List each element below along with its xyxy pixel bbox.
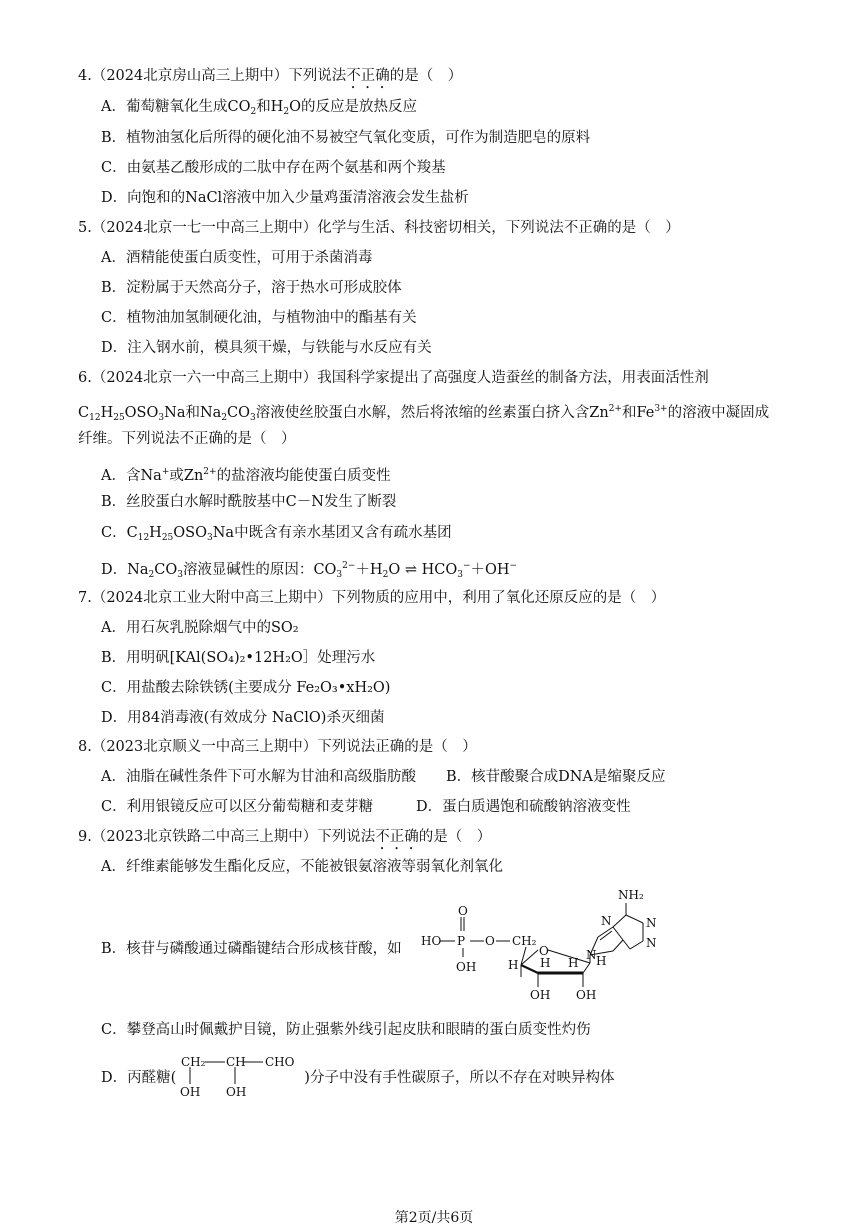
q6-option-b: B．丝胶蛋白水解时酰胺基中C－N发生了断裂 — [101, 494, 397, 510]
nucleotide-label-ch2: CH₂ — [512, 934, 537, 948]
nucleotide-label-h2: H — [540, 956, 551, 970]
q6-stem-line1: 6.（2024北京一六一中高三上期中）我国科学家提出了高强度人造蚕丝的制备方法，用表面活性剂 — [78, 370, 709, 386]
glyceraldehyde-label-oh1: OH — [180, 1085, 201, 1099]
nucleotide-label-n4: N — [586, 948, 597, 962]
nucleotide-label-oh2: OH — [576, 988, 597, 1002]
q6-option-d: D．$Na_2CO_3$溶液显碱性的原因：$CO_3^{2-}+H_2O$ ⇌ $HCO_3^-+OH^-$ — [101, 561, 518, 580]
page-footer: 第2页/共6页 — [394, 1210, 474, 1226]
q9-option-a: A．纤维素能够发生酯化反应，不能被银氨溶液等弱氧化剂氧化 — [101, 859, 503, 875]
q5-option-c: C．植物油加氢制硬化油，与植物油中的酯基有关 — [101, 310, 417, 326]
q7-option-b: B．用明矾[KAl(SO₄)₂•12H₂O］处理污水 — [101, 650, 376, 666]
nucleotide-label-n1: N — [601, 914, 612, 928]
q7-stem: 7.（2024北京工业大附中高三上期中）下列物质的应用中，利用了氧化还原反应的是（ ） — [78, 590, 666, 606]
q8-option-a: A．油脂在碱性条件下可水解为甘油和高级脂肪酸 — [101, 769, 416, 785]
q7-option-a: A．用石灰乳脱除烟气中的SO₂ — [101, 620, 299, 636]
q4-option-c: C．由氨基乙酸形成的二肽中存在两个氨基和两个羧基 — [101, 160, 446, 176]
q4-option-b: B．植物油氢化后所得的硬化油不易被空气氧化变质，可作为制造肥皂的原料 — [101, 130, 591, 146]
q7-option-c: C．用盐酸去除铁锈(主要成分 Fe₂O₃•xH₂O) — [101, 680, 391, 696]
glyceraldehyde-label-ch2: CH₂ — [181, 1055, 206, 1069]
nucleotide-label-ring-o: O — [539, 944, 549, 958]
nucleotide-structure — [418, 885, 678, 1003]
nucleotide-label-o-ester: O — [485, 934, 495, 948]
q8-option-b: B．核苷酸聚合成DNA是缩聚反应 — [446, 769, 666, 785]
q5-stem: 5.（2024北京一七一中高三上期中）化学与生活、科技密切相关，下列说法不正确的是（ ） — [78, 220, 680, 236]
q7-option-d: D．用84消毒液(有效成分 NaClO)杀灭细菌 — [101, 710, 385, 726]
nucleotide-label-n2: N — [646, 916, 657, 930]
glyceraldehyde-label-cho: CHO — [265, 1055, 295, 1069]
nucleotide-label-h1: H — [508, 958, 519, 972]
nucleotide-label-h3: H — [568, 956, 579, 970]
q8-option-c: C．利用银镜反应可以区分葡萄糖和麦芽糖 — [101, 799, 374, 815]
q4-option-d: D．向饱和的NaCl溶液中加入少量鸡蛋清溶液会发生盐析 — [101, 190, 469, 206]
q8-stem: 8.（2023北京顺义一中高三上期中）下列说法正确的是（ ） — [78, 739, 477, 755]
q5-option-b: B．淀粉属于天然高分子，溶于热水可形成胶体 — [101, 280, 402, 296]
q8-option-d: D．蛋白质遇饱和硫酸钠溶液变性 — [416, 799, 631, 815]
q9-option-d: D．丙醛糖( )分子中没有手性碳原子，所以不存在对映异构体 — [101, 1070, 615, 1086]
q6-option-a: A．含Na+或$Zn^{2+}$的盐溶液均能使蛋白质变性 — [101, 467, 391, 484]
q9-option-c: C．攀登高山时佩戴护目镜，防止强紫外线引起皮肤和眼睛的蛋白质变性灼伤 — [101, 1022, 591, 1038]
q4-stem: 4.（2024北京房山高三上期中）下列说法不正确的是（ ） — [78, 68, 463, 84]
glyceraldehyde-label-ch: CH — [226, 1055, 246, 1069]
q6-stem-line2: $C_{12}H_{25}OSO_3Na$和$Na_2CO_3$溶液使丝胶蛋白水解，然后将浓缩的丝素蛋白挤入含$Zn^{2+}$和$Fe^{3+}$的溶液中凝固成 — [78, 404, 770, 423]
q6-stem-line3: 纤维。下列说法不正确的是（ ） — [78, 431, 296, 447]
glyceraldehyde-label-oh2: OH — [226, 1085, 247, 1099]
glyceraldehyde-structure — [178, 1052, 306, 1100]
nucleotide-label-p: P — [457, 934, 466, 948]
nucleotide-label-o-top: O — [458, 904, 468, 918]
q6-option-c: C．$C_{12}H_{25}OSO_3Na$中既含有亲水基团又含有疏水基团 — [101, 525, 452, 543]
nucleotide-label-n3: N — [646, 936, 657, 950]
q9-option-b: B．核苷与磷酸通过磷酯键结合形成核苷酸，如 — [101, 941, 402, 957]
nucleotide-label-h4: H — [596, 954, 607, 968]
nucleotide-label-ho: HO — [421, 934, 442, 948]
q9-stem: 9.（2023北京铁路二中高三上期中）下列说法不正确的是（ ） — [78, 829, 492, 845]
nucleotide-label-nh2: NH₂ — [618, 888, 644, 902]
nucleotide-label-oh-p: OH — [456, 960, 477, 974]
nucleotide-label-oh1: OH — [530, 988, 551, 1002]
q5-option-a: A．酒精能使蛋白质变性，可用于杀菌消毒 — [101, 250, 373, 266]
q4-option-a: A．葡萄糖氧化生成$CO_2$和$H_2O$的反应是放热反应 — [101, 99, 417, 117]
q5-option-d: D．注入钢水前，模具须干燥，与铁能与水反应有关 — [101, 340, 432, 356]
